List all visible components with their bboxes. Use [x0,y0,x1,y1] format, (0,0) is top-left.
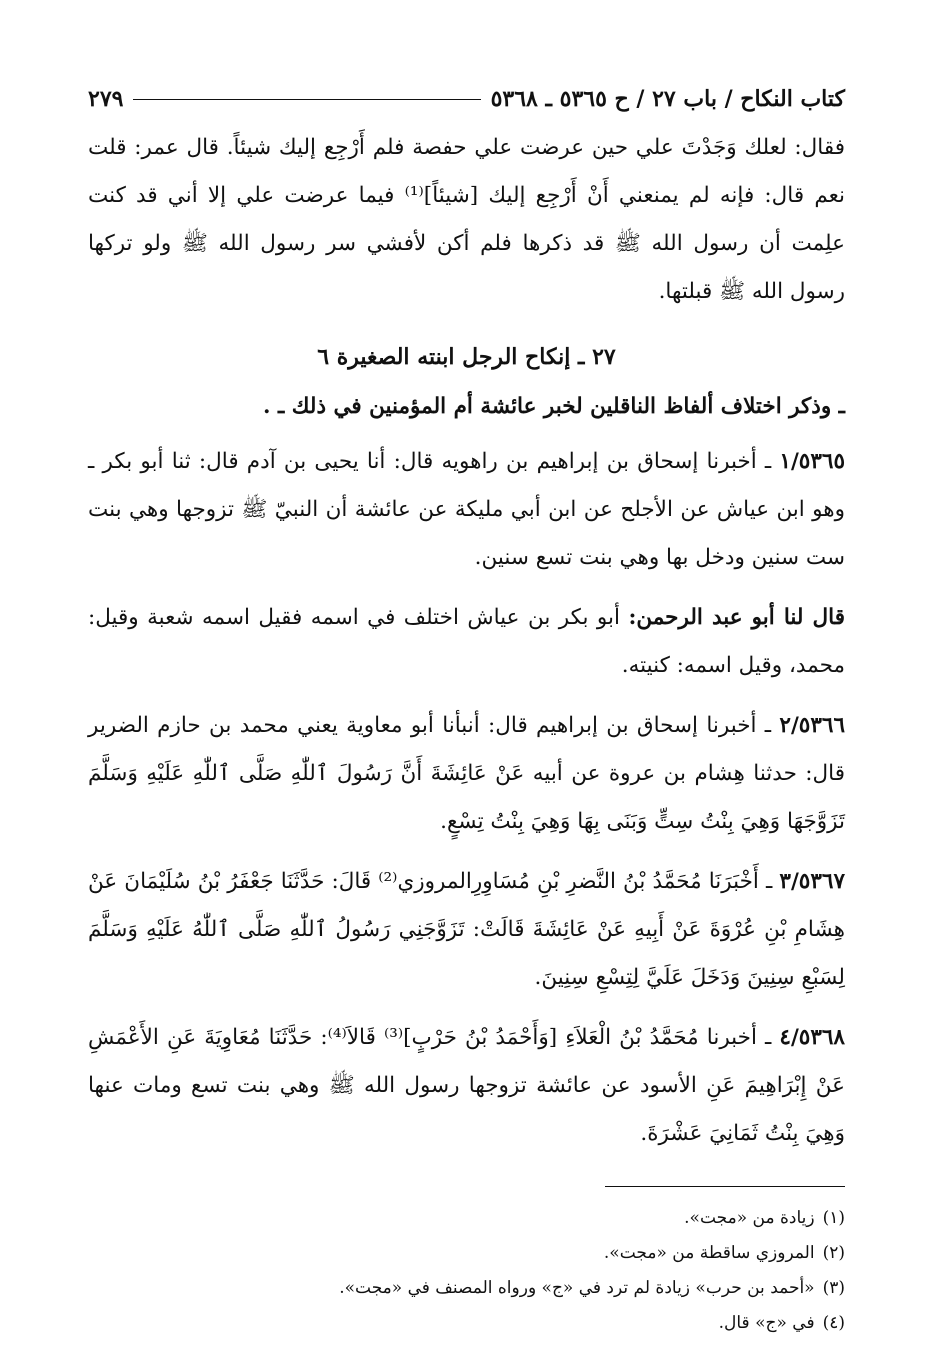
hadith-5367 [88,858,845,1002]
running-head [88,80,845,118]
hadith-5366 [88,702,845,846]
footnote-number: (٤) [822,1313,845,1333]
paragraph-continuation: فقال: لعلك وَجَدْتَ علي حين عرضت علي حفصة فلم أَرْجِع إليك شيئاً. قال عمر: قلت نعم قال: فإنه لم يمنعني أَنْ أَرْجِع إليك [شيئاً]⁽¹⁾ فيما عرضت علي إلا أني قد كنت علِمت أن رسول الله ﷺ قد ذكرها فلم أكن لأفشي سر رسول الله ﷺ ولو تركها رسول الله ﷺ قبلتها. [88,135,845,304]
hadith-5365 [88,438,845,582]
note-lead: قال لنا أبو عبد الرحمن: [628,605,845,630]
page-number: ٢٧٩ [88,86,124,112]
hadith-number: ١/٥٣٦٥ [779,449,845,474]
chapter-subheading: ـ وذكر اختلاف ألفاظ الناقلين لخبر عائشة أم المؤمنين في ذلك ـ . [263,394,845,419]
running-title: كتاب النكاح / باب ٢٧ / ح ٥٣٦٥ ـ ٥٣٦٨ [490,86,845,112]
footnote-item [88,1271,845,1306]
hadith-5368 [88,1014,845,1158]
hadith-text: ـ أخبرنا إسحاق بن إبراهيم قال: أنبأنا أبو معاوية يعني محمد بن حازم الضرير قال: حدثنا هِشام بن عروة عن أبيه عَنْ عَائِشَةَ أَنَّ رَسُولَ ٱللّٰهِ صَلَّى ٱللّٰهِ عَلَيْهِ وَسَلَّمَ تَزَوَّجَهَا وَهِيَ بِنْتُ سِتٍّ وَبَنَى بِهَا وَهِيَ بِنْتُ تِسْعٍ. [88,713,845,834]
footnote-number: (٣) [822,1278,845,1298]
footnote-text: زيادة من «مجت». [684,1208,815,1228]
hadith-number: ٢/٥٣٦٦ [779,713,845,738]
footnote-text: المروزي ساقطة من «مجت». [603,1243,815,1263]
chapter-heading: ٢٧ ـ إنكاح الرجل ابنته الصغيرة ٦ [317,344,616,370]
footnote-item [88,1236,845,1271]
footnote-item [88,1306,845,1341]
author-note [88,594,845,690]
footnote-number: (٢) [822,1243,845,1263]
footnote-item [88,1201,845,1236]
book-page [88,80,845,1340]
hadith-text: ـ أَخْبَرَنَا مُحَمَّدُ بْنُ النَّضرِ بْنِ مُسَاوِرِالمروزي⁽²⁾ قَالَ: حَدَّثَنَا جَعْفَرُ بْنُ سُلَيْمَانَ عَنْ هِشَامِ بْنِ عُرْوَةَ عَنْ أَبِيهِ عَنْ عَائِشَةَ قَالَتْ: تَزَوَّجَنِي رَسُولُ ٱللّٰهِ صَلَّى ٱللّٰهُ عَلَيْهِ وَسَلَّمَ لِسَبْعِ سِنِينَ وَدَخَلَ عَلَيَّ لِتِسْعِ سِنِينَ. [88,869,845,990]
hadith-number: ٣/٥٣٦٧ [779,869,845,894]
hadith-text: ـ أخبرنا مُحَمَّدُ بْنُ الْعَلاَءِ [وَأَحْمَدُ بْنُ حَرْبٍ]⁽³⁾ قَالاَ⁽⁴⁾: حَدَّثَنَا مُعَاوِيَةَ عَنِ الأَعْمَشِ عَنْ إِبْرَاهِيمَ عَنِ الأسود عن عائشة تزوجها رسول الله ﷺ وهي بنت تسع ومات عنها وَهِيَ بِنْتُ ثَمَانِيَ عَشْرَةَ. [88,1025,845,1146]
footnote-number: (١) [822,1208,845,1228]
header-rule [133,99,480,100]
footnote-text: «أحمد بن حرب» زيادة لم ترد في «ج» ورواه المصنف في «مجت». [339,1278,815,1298]
footnotes [88,1201,845,1341]
note-text: أبو بكر بن عياش اختلف في اسمه فقيل اسمه شعبة وقيل: محمد، وقيل اسمه: كنيته. [88,605,845,678]
hadith-number: ٤/٥٣٦٨ [779,1025,845,1050]
footnote-text: في «ج» قال. [718,1313,815,1333]
hadith-text: ـ أخبرنا إسحاق بن إبراهيم بن راهويه قال: أنا يحيى بن آدم قال: ثنا أبو بكر ـ وهو ابن عياش عن الأجلح عن ابن أبي مليكة عن عائشة أن النبيّ ﷺ تزوجها وهي بنت ست سنين ودخل بها وهي بنت تسع سنين. [88,449,845,570]
footnote-divider [605,1186,845,1187]
